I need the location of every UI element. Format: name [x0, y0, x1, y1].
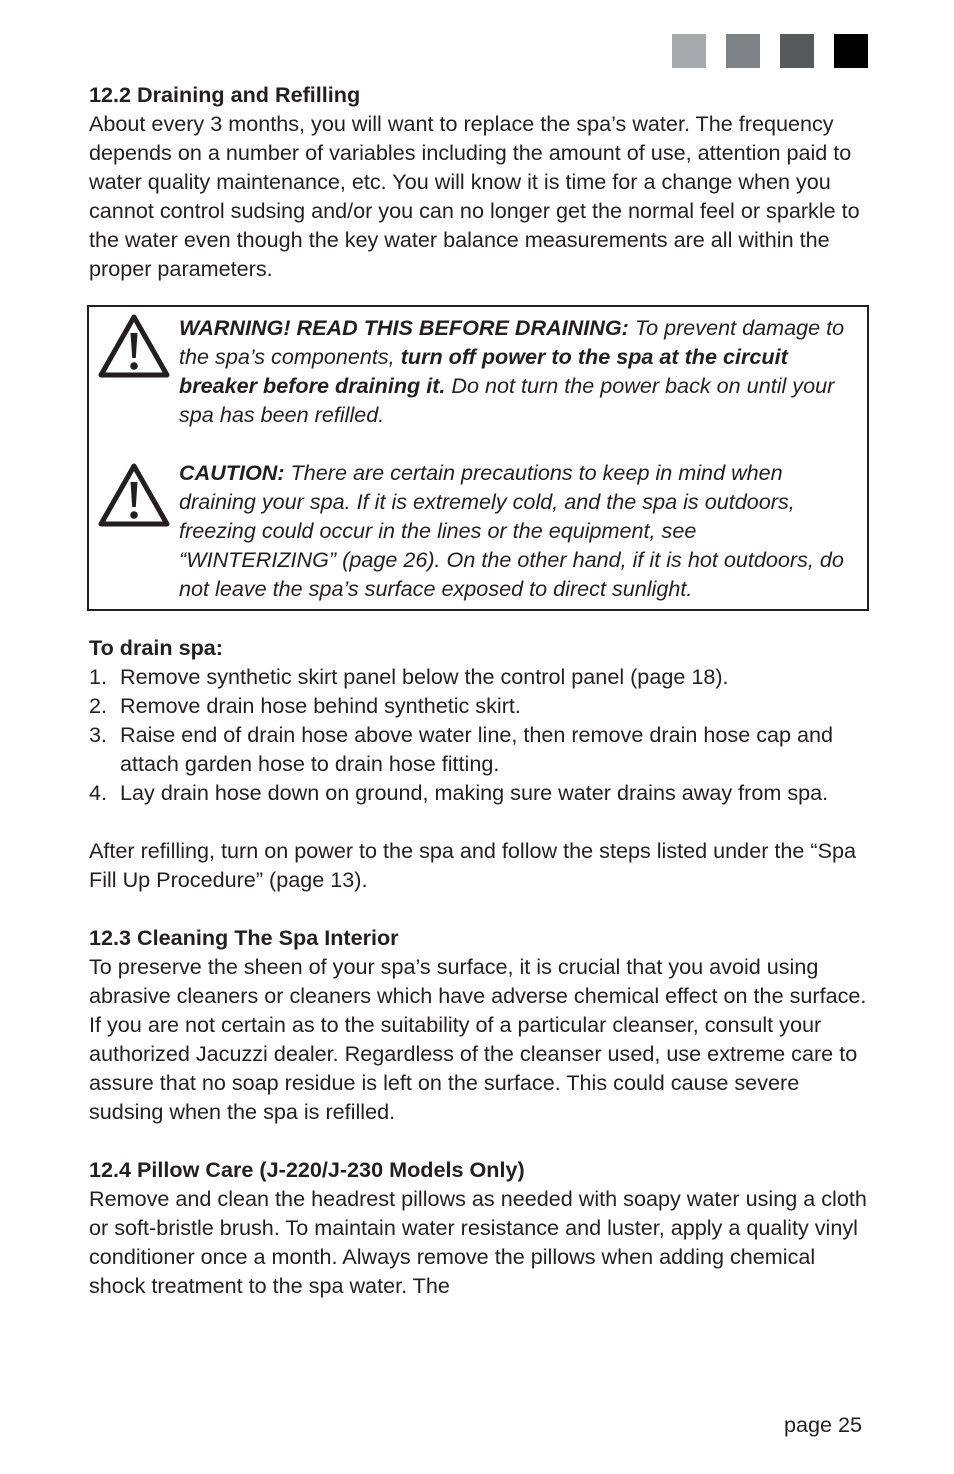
to-drain-heading: To drain spa:	[89, 635, 223, 660]
list-item	[89, 662, 869, 691]
step-text: Remove drain hose behind synthetic skirt.	[120, 693, 521, 718]
step-number: 3.	[89, 722, 108, 747]
list-item	[89, 778, 869, 807]
gray-square-2	[726, 34, 760, 68]
step-text: Lay drain hose down on ground, making sure water drains away from spa.	[120, 780, 829, 805]
step-number: 4.	[89, 780, 108, 805]
caution-body: There are certain precautions to keep in mind when draining your spa. If it is extremely cold, and the spa is outdoors, freezing could occur in the lines or the equipment, see “WINTERIZING” (page 26). On the other hand, if it is hot outdoors, do not leave the spa’s surface exposed to direct sunlight.	[179, 460, 844, 601]
list-item	[89, 720, 869, 778]
drain-steps-list	[89, 662, 869, 807]
warning-box	[87, 305, 869, 611]
warning-triangle-icon	[89, 462, 179, 528]
section-heading-pillow: 12.4 Pillow Care (J-220/J-230 Models Only)	[89, 1157, 525, 1182]
pillow-body: Remove and clean the headrest pillows as needed with soapy water using a cloth or soft-bristle brush. To maintain water resistance and luster, apply a quality vinyl conditioner once a month. Always remove the pillows when adding chemical shock treatment to the spa water. The	[89, 1186, 867, 1298]
gray-square-3	[780, 34, 814, 68]
gray-square-1	[672, 34, 706, 68]
step-text: Remove synthetic skirt panel below the control panel (page 18).	[120, 664, 729, 689]
draining-body: About every 3 months, you will want to replace the spa’s water. The frequency depends on a number of variables including the amount of use, attention paid to water quality maintenance, etc. You will know it is time for a change when you cannot control sudsing and/or you can no longer get the normal feel or sparkle to the water even though the key water balance measurements are all within the proper parameters.	[89, 111, 860, 281]
list-item	[89, 691, 869, 720]
warning-triangle-icon	[89, 313, 179, 379]
warning-item	[89, 313, 855, 429]
section-heading-cleaning: 12.3 Cleaning The Spa Interior	[89, 925, 399, 950]
caution-label: CAUTION:	[179, 460, 285, 485]
caution-text	[179, 458, 855, 603]
step-text: Raise end of drain hose above water line, then remove drain hose cap and attach garden hose to drain hose fitting.	[120, 722, 834, 776]
cleaning-body: To preserve the sheen of your spa’s surface, it is crucial that you avoid using abrasive cleaners or cleaners which have adverse chemical effect on the surface. If you are not certain as to the suitability of a particular cleanser, consult your authorized Jacuzzi dealer. Regardless of the cleanser used, use extreme care to assure that no soap residue is left on the surface. This could cause severe sudsing when the spa is refilled.	[89, 954, 867, 1124]
step-number: 1.	[89, 664, 108, 689]
after-refilling-text: After refilling, turn on power to the spa and follow the steps listed under the “Spa Fill Up Procedure” (page 13).	[89, 838, 857, 892]
black-square	[834, 34, 868, 68]
warning-text-part2: Do not turn the power back on until your spa has been refilled.	[179, 373, 835, 427]
page-number: page 25	[783, 1412, 862, 1437]
page-content	[89, 80, 869, 1300]
section-heading-draining: 12.2 Draining and Refilling	[89, 82, 361, 107]
warning-text	[179, 313, 855, 429]
warning-label: WARNING! READ THIS BEFORE DRAINING:	[179, 315, 629, 340]
caution-item	[89, 458, 855, 603]
corner-decoration	[672, 34, 868, 68]
warning-text-part1: To prevent damage to the spa’s components,	[179, 315, 845, 369]
warning-bold-instruction: turn off power to the spa at the circuit breaker before draining it.	[179, 344, 788, 398]
step-number: 2.	[89, 693, 108, 718]
